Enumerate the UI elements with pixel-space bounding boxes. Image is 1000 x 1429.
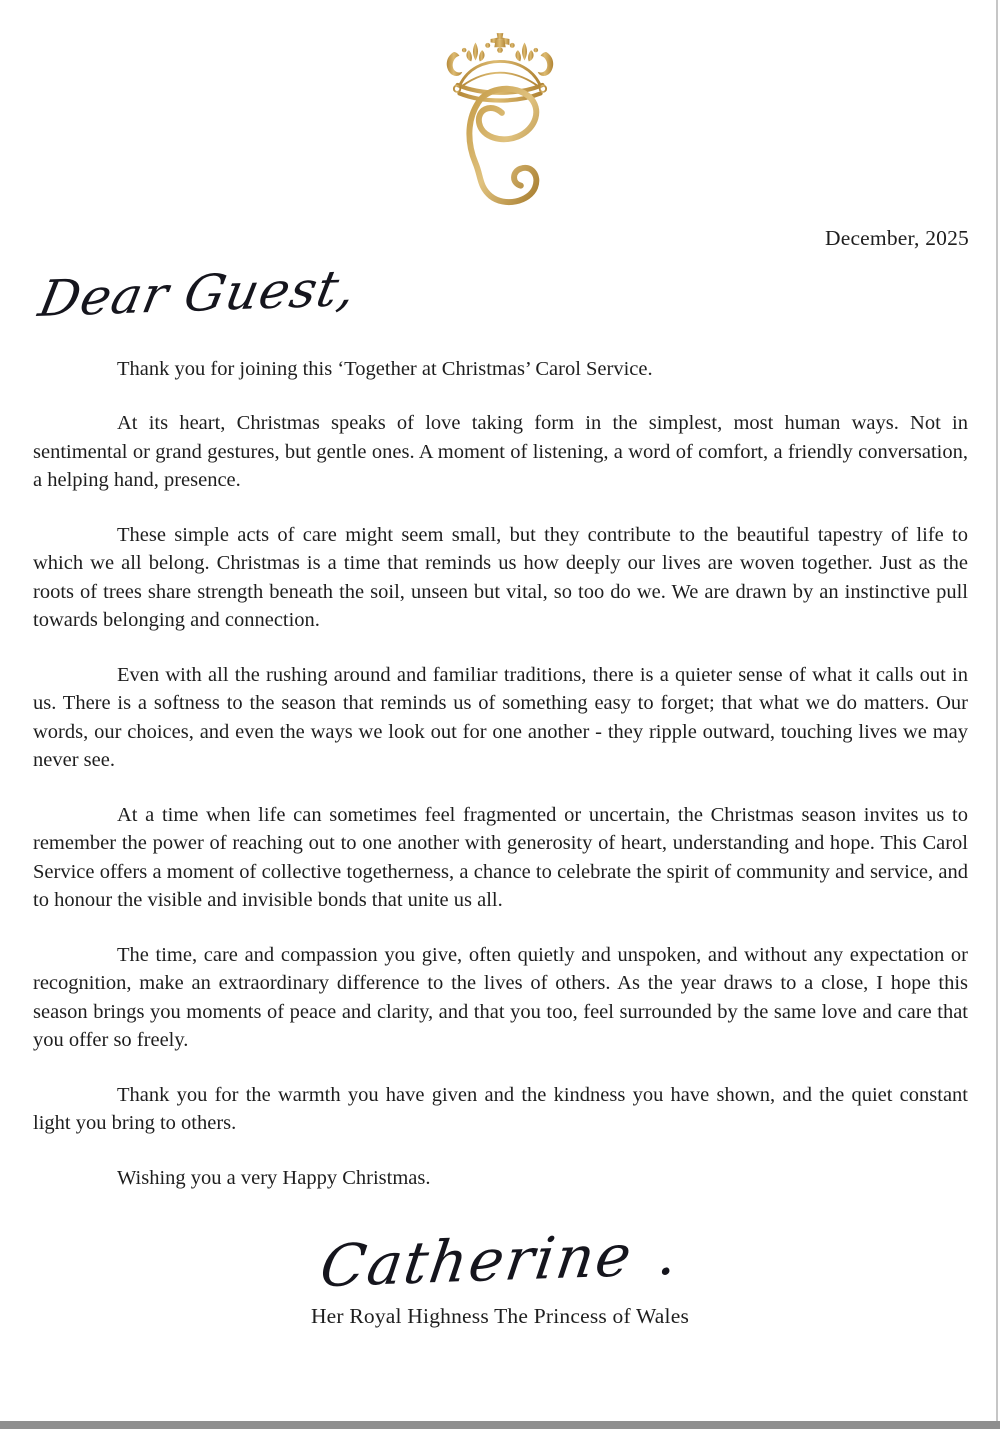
paragraph-4: Even with all the rushing around and familiar traditions, there is a quieter sense of what it calls out in us. There is a softness to the season that reminds us of something easy to forget; that what we do matters. Our words, our choices, and even the ways we look out for one another - they ripple outward, touching lives we may never see.: [33, 663, 968, 771]
paragraph-7: Thank you for the warmth you have given and the kindness you have shown, and the quiet constant light you bring to others.: [33, 1083, 968, 1134]
signature-handwriting: [0, 1218, 1000, 1302]
royal-monogram: [0, 0, 1000, 204]
signoff-title: Her Royal Highness The Princess of Wales: [310, 1304, 690, 1329]
salutation-handwriting: Dear Guest,: [34, 259, 362, 329]
page-edge-right: [996, 0, 998, 1421]
signature-dot: .: [653, 1219, 684, 1289]
paragraph-8: Wishing you a very Happy Christmas.: [117, 1166, 431, 1189]
paragraph-6: The time, care and compassion you give, often quietly and unspoken, and without any expectation or recognition, make an extraordinary difference to the lives of others. As the year draws to a close, I hope this season brings you moments of peace and clarity, and that you too, feel surrounded by the same love and care that you offer so freely.: [33, 943, 968, 1051]
letter-body: [33, 355, 968, 1193]
paragraph-5: At a time when life can sometimes feel fragmented or uncertain, the Christmas season invites us to remember the power of reaching out to one another with generosity of heart, understanding and hope. This Carol Service offers a moment of collective togetherness, a chance to celebrate the spirit of community and service, and to honour the visible and invisible bonds that unite us all.: [33, 803, 968, 911]
paragraph-1: Thank you for joining this ‘Together at Christmas’ Carol Service.: [117, 357, 653, 380]
paragraph-3: These simple acts of care might seem small, but they contribute to the beautiful tapestry of life to which we all belong. Christmas is a time that reminds us how deeply our lives are woven together. Just as the roots of trees share strength beneath the soil, unseen but vital, so too do we. We are drawn by an instinctive pull towards belonging and connection.: [33, 523, 968, 631]
signature-name: Catherine: [316, 1221, 638, 1301]
paragraph-2: At its heart, Christmas speaks of love taking form in the simplest, most human ways. Not in sentimental or grand gestures, but gentle ones. A moment of listening, a word of comfort, a friendly conversation, a helping hand, presence.: [33, 412, 968, 491]
page-bottom-bar: [0, 1421, 1000, 1429]
letter-date: December, 2025: [824, 226, 969, 250]
